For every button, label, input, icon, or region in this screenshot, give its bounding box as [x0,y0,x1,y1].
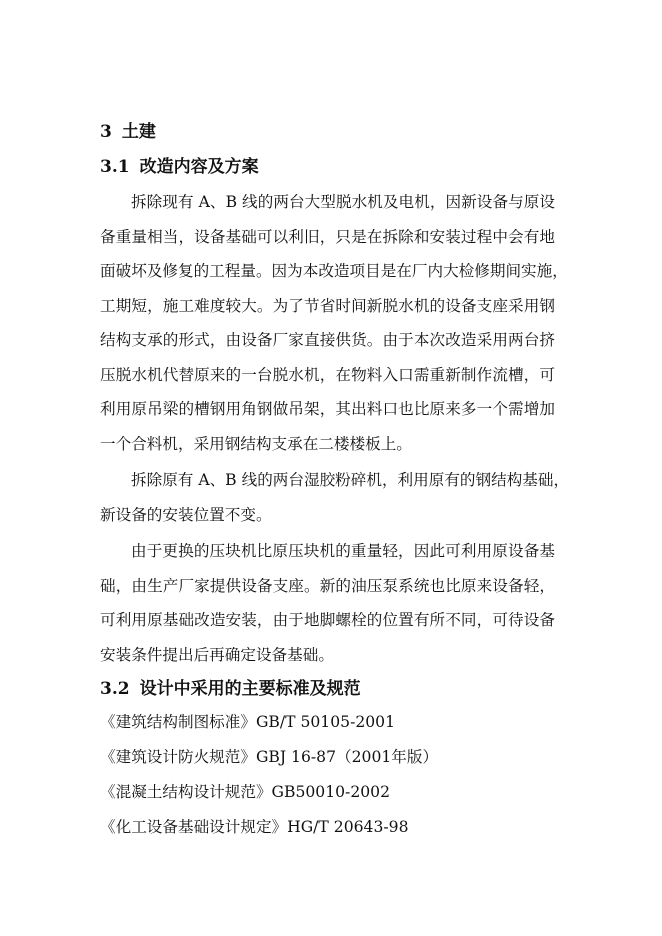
reference-item: 《混凝土结构设计规范》GB50010-2002 [100,783,391,801]
paragraph-dewatering-machine [100,185,568,461]
paragraph-baler [100,534,555,672]
section-3-2-number: 3.2 [100,679,130,699]
paragraph-line: 利用原吊梁的槽钢用角钢做吊架，其出料口也比原来多一个需增加 [100,400,555,418]
reference-item: 《建筑设计防火规范》GBJ 16-87（2001年版） [100,748,439,766]
paragraph-line: 新设备的安装位置不变。 [100,505,272,524]
paragraph-line: 由于更换的压块机比原压块机的重量轻，因此可利用原设备基 [131,542,555,560]
paragraph-line: 一个合料机，采用钢结构支承在二楼楼板上。 [100,434,412,453]
paragraph-line: 备重量相当，设备基础可以利旧，只是在拆除和安装过程中会有地 [100,227,555,246]
paragraph-line: 拆除原有 A、B 线的两台湿胶粉碎机，利用原有的钢结构基础， [131,471,570,489]
section-3-2-heading [100,677,361,701]
paragraph-line: 结构支承的形式，由设备厂家直接供货。由于本次改造采用两台挤 [100,331,555,349]
section-3-1-title: 改造内容及方案 [139,157,259,177]
section-3-2-title: 设计中采用的主要标准及规范 [139,679,361,699]
section-3-1-heading [100,155,259,179]
reference-item: 《建筑结构制图标准》GB/T 50105-2001 [100,713,396,731]
paragraph-line: 工期短，施工难度较大。为了节省时间新脱水机的设备支座采用钢 [100,296,555,315]
paragraph-line: 面破坏及修复的工程量。因为本改造项目是在厂内大检修期间实施， [100,262,568,280]
paragraph-line: 安装条件提出后再确定设备基础。 [100,645,334,664]
paragraph-line: 压脱水机代替原来的一台脱水机，在物料入口需重新制作流槽，可 [100,365,555,384]
paragraph-crusher [100,463,570,532]
section-3-heading [100,120,156,144]
section-3-title: 土建 [121,122,156,142]
paragraph-line: 础，由生产厂家提供设备支座。新的油压泵系统也比原来设备轻， [100,576,555,595]
section-3-1-number: 3.1 [100,157,130,177]
section-3-number: 3 [100,122,112,142]
paragraph-line: 拆除现有 A、B 线的两台大型脱水机及电机，因新设备与原设 [131,193,555,211]
paragraph-line: 可利用原基础改造安装，由于地脚螺栓的位置有所不同，可待设备 [100,611,555,629]
reference-item: 《化工设备基础设计规定》HG/T 20643-98 [100,818,409,836]
